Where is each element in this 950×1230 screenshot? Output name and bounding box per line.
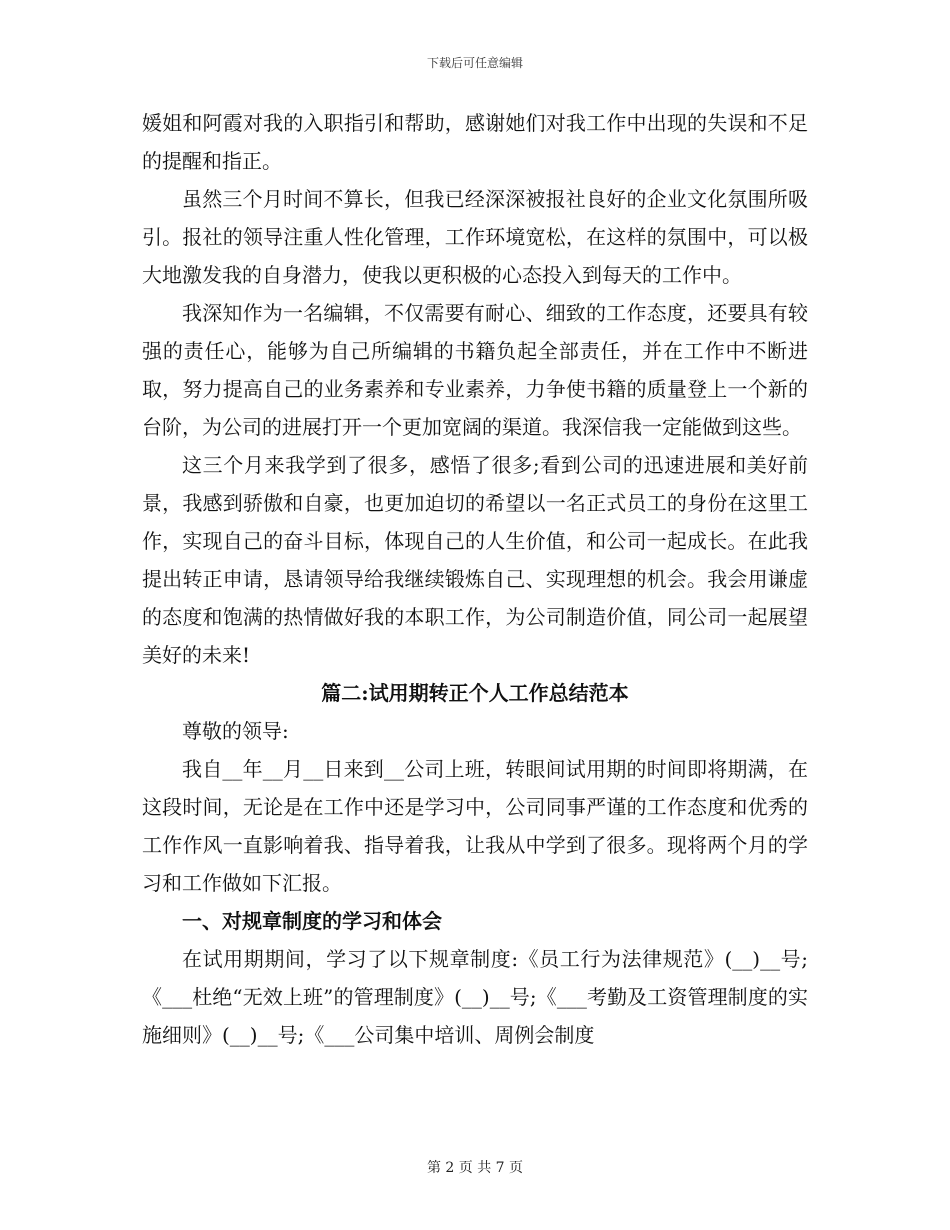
- page-footer: 第 2 页 共 7 页: [426, 1160, 524, 1176]
- subheading-1: 一、对规章制度的学习和体会: [182, 909, 442, 933]
- paragraph-5: 我自__年__月__日来到__公司上班，转眼间试用期的时间即将期满，在这段时间，无论是在工作中还是学习中，公司同事严谨的工作态度和优秀的工作作风一直影响着我、指导着我，让我从中学到了很多。现将两个月的学习和工作做如下汇报。: [142, 757, 808, 895]
- section-title: 篇二:试用期转正个人工作总结范本: [321, 681, 629, 705]
- paragraph-6: 在试用期期间，学习了以下规章制度:《员工行为法律规范》(__)__号;《___杜绝“无效上班”的管理制度》(__)__号;《___考勤及工资管理制度的实施细则》(__)__号;《___公司集中培训、周例会制度: [142, 947, 808, 1047]
- paragraph-4: 这三个月来我学到了很多，感悟了很多;看到公司的迅速进展和美好前景，我感到骄傲和自豪，也更加迫切的希望以一名正式员工的身份在这里工作，实现自己的奋斗目标，体现自己的人生价值，和公司一起成长。在此我提出转正申请，恳请领导给我继续锻炼自己、实现理想的机会。我会用谦虚的态度和饱满的热情做好我的本职工作，为公司制造价值，同公司一起展望美好的未来!: [142, 453, 808, 667]
- paragraph-2: 虽然三个月时间不算长，但我已经深深被报社良好的企业文化氛围所吸引。报社的领导注重人性化管理，工作环境宽松，在这样的氛围中，可以极大地激发我的自身潜力，使我以更积极的心态投入到每天的工作中。: [142, 187, 808, 287]
- paragraph-1: 媛姐和阿霞对我的入职指引和帮助，感谢她们对我工作中出现的失误和不足的提醒和指正。: [142, 111, 808, 173]
- page-header: 下载后可任意编辑: [426, 56, 523, 70]
- document-body: [142, 104, 808, 1054]
- salutation: 尊敬的领导:: [182, 719, 289, 743]
- paragraph-3: 我深知作为一名编辑，不仅需要有耐心、细致的工作态度，还要具有较强的责任心，能够为自己所编辑的书籍负起全部责任，并在工作中不断进取，努力提高自己的业务素养和专业素养，力争使书籍的质量登上一个新的台阶，为公司的进展打开一个更加宽阔的渠道。我深信我一定能做到这些。: [142, 301, 808, 439]
